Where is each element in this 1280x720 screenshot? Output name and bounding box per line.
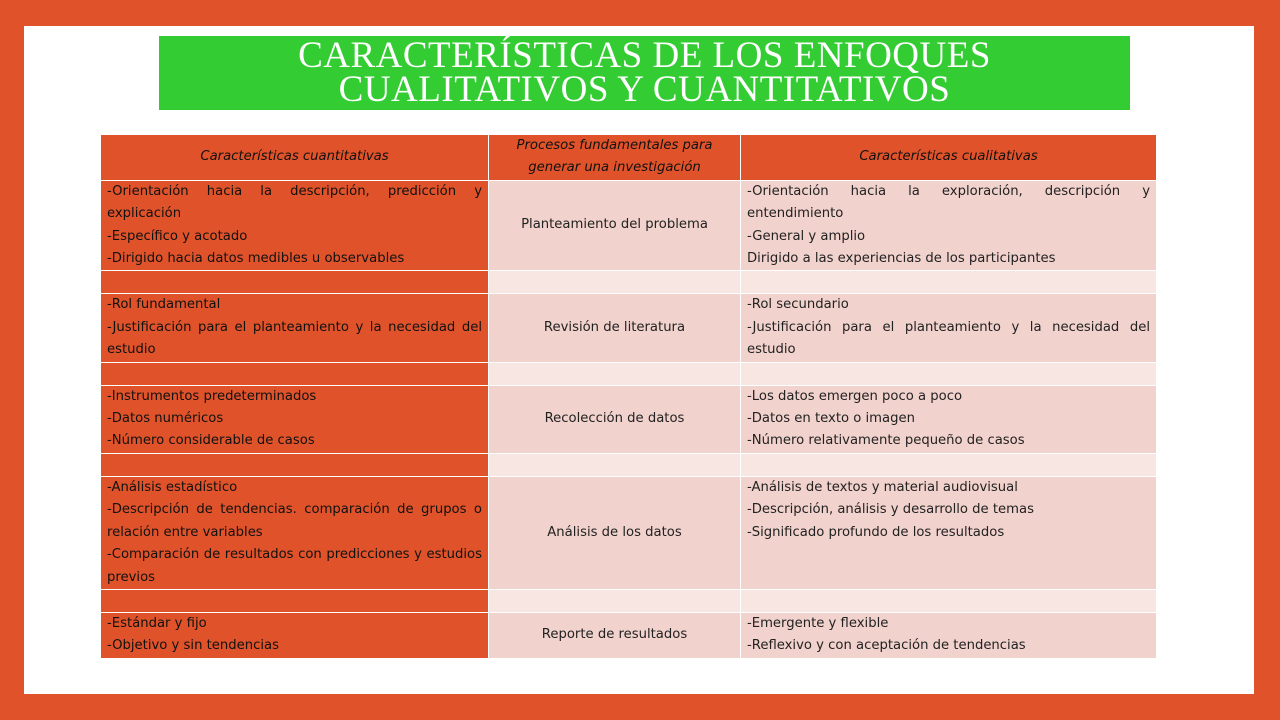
list-item: -Orientación hacia la descripción, predicción y explicación xyxy=(107,183,482,222)
qualitative-cell xyxy=(741,612,1157,658)
list-item: -Comparación de resultados con predicciones y estudios previos xyxy=(107,547,482,585)
list-item: -Datos numéricos xyxy=(107,411,224,427)
comparison-table xyxy=(100,134,1157,659)
table-row xyxy=(101,294,1157,362)
table-row xyxy=(101,385,1157,453)
list-item: -Reflexivo y con aceptación de tendencias xyxy=(747,638,1026,654)
list-item: -Descripción de tendencias. comparación de grupos o relación entre variables xyxy=(107,502,482,540)
list-item: -Dirigido hacia datos medibles u observables xyxy=(107,251,405,267)
list-item: -Los datos emergen poco a poco xyxy=(747,388,963,404)
header-process: Procesos fundamentales para generar una investigación xyxy=(489,135,741,181)
quantitative-cell xyxy=(101,180,489,271)
spacer-row xyxy=(101,362,1157,385)
list-item: -Datos en texto o imagen xyxy=(747,411,915,427)
list-item: -Justificación para el planteamiento y la necesidad del estudio xyxy=(107,319,482,358)
list-item: -Descripción, análisis y desarrollo de temas xyxy=(747,502,1034,518)
table-row xyxy=(101,476,1157,589)
list-item: -Orientación hacia la exploración, descripción y entendimiento xyxy=(747,183,1150,222)
quantitative-cell xyxy=(101,476,489,589)
spacer-row xyxy=(101,271,1157,294)
process-cell: Planteamiento del problema xyxy=(489,180,741,271)
header-row xyxy=(101,135,1157,181)
spacer-row xyxy=(101,589,1157,612)
title-line-1: CARACTERÍSTICAS DE LOS ENFOQUES xyxy=(298,35,991,76)
quantitative-cell xyxy=(101,385,489,453)
process-cell: Recolección de datos xyxy=(489,385,741,453)
process-cell: Revisión de literatura xyxy=(489,294,741,362)
header-quantitative: Características cuantitativas xyxy=(101,135,489,181)
table-row xyxy=(101,180,1157,271)
list-item: -Número relativamente pequeño de casos xyxy=(747,433,1025,449)
list-item: -Análisis estadístico xyxy=(107,479,238,495)
list-item: -Rol fundamental xyxy=(107,297,221,313)
spacer-row xyxy=(101,453,1157,476)
list-item: -Rol secundario xyxy=(747,297,849,313)
title-line-2: CUALITATIVOS Y CUANTITATIVOS xyxy=(338,69,951,110)
list-item: -Justificación para el planteamiento y la necesidad del estudio xyxy=(747,319,1150,358)
list-item: -Emergente y flexible xyxy=(747,615,889,631)
qualitative-cell xyxy=(741,294,1157,362)
list-item: -General y amplio xyxy=(747,228,866,244)
qualitative-cell xyxy=(741,385,1157,453)
process-cell: Análisis de los datos xyxy=(489,476,741,589)
list-item: -Análisis de textos y material audiovisual xyxy=(747,479,1018,495)
list-item: -Específico y acotado xyxy=(107,228,248,244)
quantitative-cell xyxy=(101,294,489,362)
qualitative-cell xyxy=(741,476,1157,589)
list-item: -Número considerable de casos xyxy=(107,433,315,449)
list-item: -Instrumentos predeterminados xyxy=(107,388,317,404)
list-item: -Objetivo y sin tendencias xyxy=(107,638,279,654)
quantitative-cell xyxy=(101,612,489,658)
list-item: -Significado profundo de los resultados xyxy=(747,524,1005,540)
list-item: Dirigido a las experiencias de los participantes xyxy=(747,251,1056,267)
qualitative-cell xyxy=(741,180,1157,271)
header-qualitative: Características cualitativas xyxy=(741,135,1157,181)
table-row xyxy=(101,612,1157,658)
process-cell: Reporte de resultados xyxy=(489,612,741,658)
title-banner xyxy=(159,36,1130,110)
list-item: -Estándar y fijo xyxy=(107,615,207,631)
